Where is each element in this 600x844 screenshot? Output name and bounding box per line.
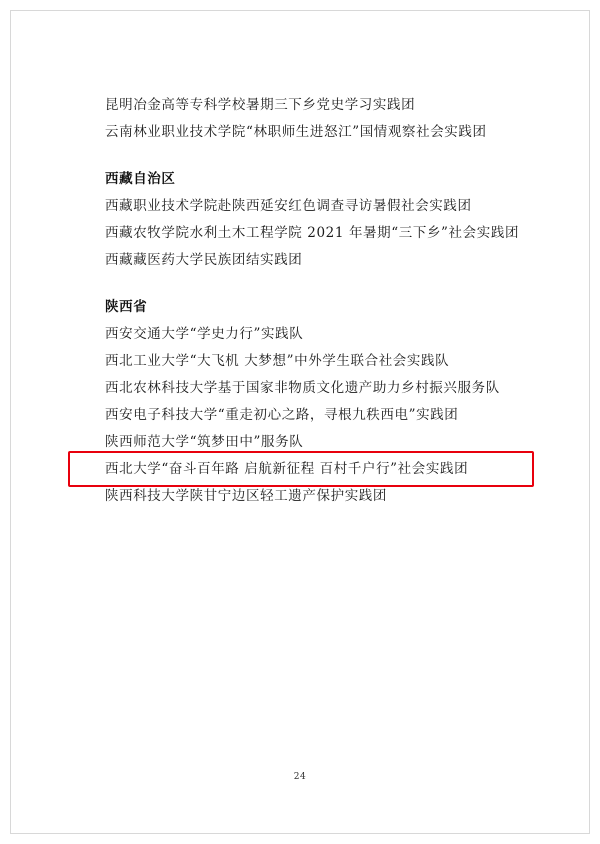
document-paragraph: 西安交通大学“学史力行”实践队 [105,326,304,342]
document-paragraph: 西藏农牧学院水利土木工程学院 2021 年暑期“三下乡”社会实践团 [105,225,520,241]
document-body [78,92,526,510]
document-paragraph: 陕西科技大学陕甘宁边区轻工遗产保护实践团 [105,488,387,504]
section-heading: 陕西省 [105,299,148,315]
document-paragraph: 西北工业大学“大飞机 大梦想”中外学生联合社会实践队 [105,353,450,369]
document-paragraph: 西北农林科技大学基于国家非物质文化遗产助力乡村振兴服务队 [105,380,500,396]
document-paragraph: 西藏职业技术学院赴陕西延安红色调查寻访暑假社会实践团 [105,198,472,214]
document-paragraph: 西藏藏医药大学民族团结实践团 [105,252,303,268]
document-paragraph: 云南林业职业技术学院“林职师生进怒江”国情观察社会实践团 [105,124,487,140]
document-paragraph: 西安电子科技大学“重走初心之路，寻根九秩西电”实践团 [105,407,459,423]
page-number: 24 [293,772,307,782]
document-paragraph: 陕西师范大学“筑梦田中”服务队 [105,434,304,450]
highlighted-entry [78,456,526,483]
document-paragraph: 昆明冶金高等专科学校暑期三下乡党史学习实践团 [105,97,416,113]
document-paragraph: 西北大学“奋斗百年路 启航新征程 百村千户行”社会实践团 [105,461,469,477]
paragraph-spacer [78,146,526,166]
paragraph-spacer [78,274,526,294]
section-heading: 西藏自治区 [105,171,176,187]
